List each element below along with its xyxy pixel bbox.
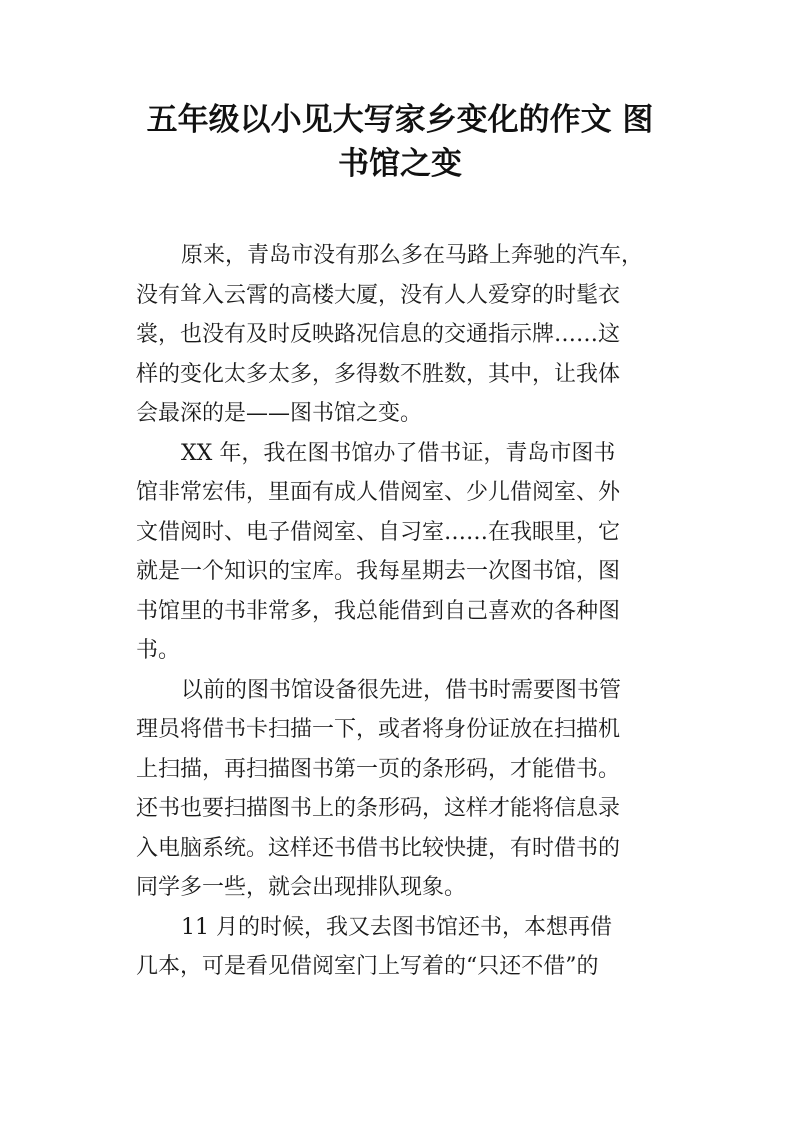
paragraph xyxy=(136,908,676,987)
text-line: 书。 xyxy=(136,638,181,663)
text-line: 会最深的是——图书馆之变。 xyxy=(136,401,423,426)
title-line: 五年级以小见大写家乡变化的作文 图 xyxy=(146,102,654,138)
document-title xyxy=(120,98,680,186)
paragraph xyxy=(136,671,676,908)
text-line: 裳，也没有及时反映路况信息的交通指示牌……这 xyxy=(136,322,621,347)
text-line: 几本，可是看见借阅室门上写着的“只还不借”的 xyxy=(136,954,599,979)
paragraph xyxy=(136,434,676,671)
text-line: 11 月的时候，我又去图书馆还书，本想再借 xyxy=(181,914,612,940)
text-line: 以前的图书馆设备很先进，借书时需要图书管 xyxy=(181,677,622,703)
title-line: 书馆之变 xyxy=(338,146,462,182)
text-line: 文借阅时、电子借阅室、自习室……在我眼里，它 xyxy=(136,519,621,545)
text-line: 馆非常宏伟，里面有成人借阅室、少儿借阅室、外 xyxy=(136,480,621,505)
text-line: 同学多一些，就会出现排队现象。 xyxy=(136,875,467,900)
text-line: 原来，青岛市没有那么多在马路上奔驰的汽车， xyxy=(181,243,644,268)
text-line: XX 年，我在图书馆办了借书证，青岛市图书 xyxy=(181,440,616,466)
text-line: 理员将借书卡扫描一下，或者将身份证放在扫描机 xyxy=(136,717,621,742)
text-line: 上扫描，再扫描图书第一页的条形码，才能借书。 xyxy=(136,756,621,782)
text-line: 还书也要扫描图书上的条形码，这样才能将信息录 xyxy=(136,796,621,821)
document-body xyxy=(136,236,676,987)
text-line: 就是一个知识的宝库。我每星期去一次图书馆，图 xyxy=(136,559,621,584)
text-line: 没有耸入云霄的高楼大厦，没有人人爱穿的时髦衣 xyxy=(136,282,621,308)
paragraph xyxy=(136,236,676,434)
text-line: 样的变化太多太多，多得数不胜数，其中，让我体 xyxy=(136,361,621,387)
text-line: 入电脑系统。这样还书借书比较快捷，有时借书的 xyxy=(136,835,621,861)
text-line: 书馆里的书非常多，我总能借到自己喜欢的各种图 xyxy=(136,598,621,624)
